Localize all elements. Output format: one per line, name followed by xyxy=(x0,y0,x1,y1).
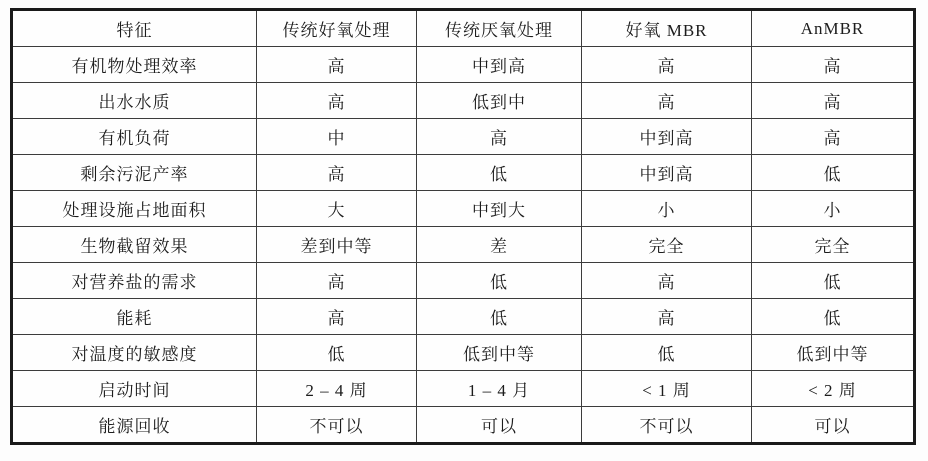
table-row xyxy=(12,371,915,407)
value-cell: 高 xyxy=(257,83,417,119)
value-cell: 不可以 xyxy=(582,407,752,444)
value-cell: 差到中等 xyxy=(257,227,417,263)
value-cell: 完全 xyxy=(752,227,915,263)
feature-cell: 能源回收 xyxy=(12,407,257,444)
value-cell: 高 xyxy=(582,299,752,335)
value-cell: 可以 xyxy=(752,407,915,444)
value-cell: 低到中等 xyxy=(417,335,582,371)
value-cell: 中到大 xyxy=(417,191,582,227)
value-cell: 低到中等 xyxy=(752,335,915,371)
value-cell: 中到高 xyxy=(582,155,752,191)
table-row xyxy=(12,191,915,227)
table-body xyxy=(12,47,915,444)
table-row xyxy=(12,263,915,299)
feature-cell: 对温度的敏感度 xyxy=(12,335,257,371)
feature-cell: 生物截留效果 xyxy=(12,227,257,263)
value-cell: 中到高 xyxy=(582,119,752,155)
table-row xyxy=(12,299,915,335)
value-cell: 小 xyxy=(582,191,752,227)
value-cell: < 2 周 xyxy=(752,371,915,407)
value-cell: 大 xyxy=(257,191,417,227)
table-row xyxy=(12,155,915,191)
feature-cell: 启动时间 xyxy=(12,371,257,407)
value-cell: 差 xyxy=(417,227,582,263)
value-cell: 高 xyxy=(417,119,582,155)
value-cell: 低 xyxy=(752,263,915,299)
value-cell: 高 xyxy=(257,263,417,299)
value-cell: 2 – 4 周 xyxy=(257,371,417,407)
feature-cell: 有机负荷 xyxy=(12,119,257,155)
table-row xyxy=(12,335,915,371)
value-cell: 高 xyxy=(582,47,752,83)
value-cell: 低 xyxy=(257,335,417,371)
value-cell: 高 xyxy=(752,47,915,83)
value-cell: 低 xyxy=(417,299,582,335)
value-cell: 不可以 xyxy=(257,407,417,444)
value-cell: 低到中 xyxy=(417,83,582,119)
feature-cell: 出水水质 xyxy=(12,83,257,119)
value-cell: 高 xyxy=(752,83,915,119)
value-cell: 低 xyxy=(417,155,582,191)
table-row xyxy=(12,407,915,444)
value-cell: 高 xyxy=(752,119,915,155)
table-row xyxy=(12,119,915,155)
table-row xyxy=(12,227,915,263)
value-cell: 完全 xyxy=(582,227,752,263)
value-cell: 高 xyxy=(257,155,417,191)
value-cell: 1 – 4 月 xyxy=(417,371,582,407)
value-cell: 高 xyxy=(582,263,752,299)
value-cell: 小 xyxy=(752,191,915,227)
column-header-0: 特征 xyxy=(12,10,257,47)
column-header-2: 传统厌氧处理 xyxy=(417,10,582,47)
value-cell: 高 xyxy=(257,299,417,335)
value-cell: 可以 xyxy=(417,407,582,444)
value-cell: 低 xyxy=(752,155,915,191)
table-row xyxy=(12,47,915,83)
value-cell: 中到高 xyxy=(417,47,582,83)
column-header-1: 传统好氧处理 xyxy=(257,10,417,47)
column-header-3: 好氧 MBR xyxy=(582,10,752,47)
value-cell: 低 xyxy=(582,335,752,371)
column-header-4: AnMBR xyxy=(752,10,915,47)
feature-cell: 有机物处理效率 xyxy=(12,47,257,83)
comparison-table xyxy=(10,8,916,445)
value-cell: 低 xyxy=(417,263,582,299)
value-cell: 中 xyxy=(257,119,417,155)
feature-cell: 对营养盐的需求 xyxy=(12,263,257,299)
value-cell: < 1 周 xyxy=(582,371,752,407)
feature-cell: 剩余污泥产率 xyxy=(12,155,257,191)
feature-cell: 能耗 xyxy=(12,299,257,335)
table-row xyxy=(12,83,915,119)
feature-cell: 处理设施占地面积 xyxy=(12,191,257,227)
value-cell: 低 xyxy=(752,299,915,335)
value-cell: 高 xyxy=(257,47,417,83)
header-row xyxy=(12,10,915,47)
value-cell: 高 xyxy=(582,83,752,119)
